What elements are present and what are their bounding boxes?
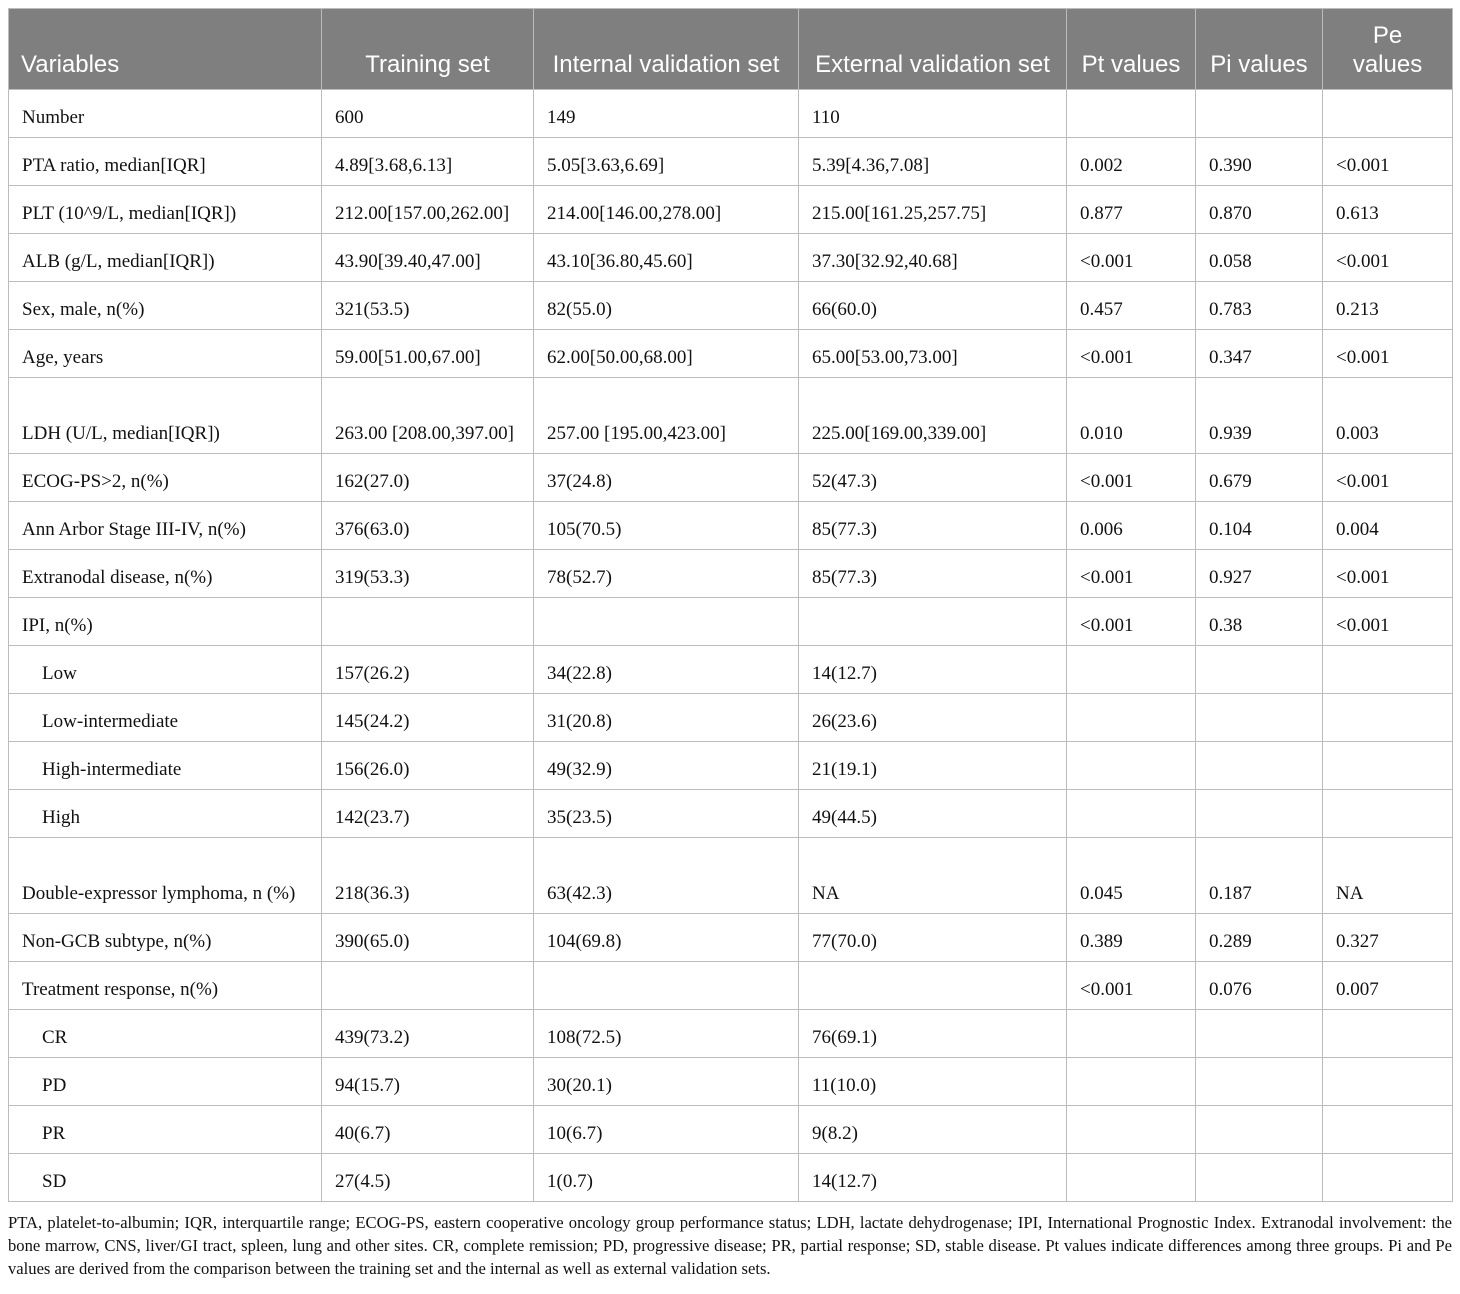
pe-value-cell: NA [1323, 838, 1453, 914]
pi-value-cell: 0.927 [1196, 550, 1323, 598]
training-set-cell: 142(23.7) [322, 790, 534, 838]
pi-value-cell [1196, 646, 1323, 694]
internal-validation-set-cell: 78(52.7) [534, 550, 799, 598]
training-set-cell: 40(6.7) [322, 1106, 534, 1154]
external-validation-set-cell: 14(12.7) [799, 646, 1067, 694]
internal-validation-set-cell: 62.00[50.00,68.00] [534, 330, 799, 378]
variable-cell: ALB (g/L, median[IQR]) [9, 234, 322, 282]
internal-validation-set-cell: 34(22.8) [534, 646, 799, 694]
header-external-validation-set: External validation set [799, 9, 1067, 90]
training-set-cell [322, 962, 534, 1010]
internal-validation-set-cell: 43.10[36.80,45.60] [534, 234, 799, 282]
training-set-cell: 94(15.7) [322, 1058, 534, 1106]
pi-value-cell: 0.104 [1196, 502, 1323, 550]
variable-cell: LDH (U/L, median[IQR]) [9, 378, 322, 454]
external-validation-set-cell: NA [799, 838, 1067, 914]
internal-validation-set-cell: 30(20.1) [534, 1058, 799, 1106]
training-set-cell: 145(24.2) [322, 694, 534, 742]
pt-value-cell [1067, 1058, 1196, 1106]
table-row [9, 646, 1453, 694]
pt-value-cell: <0.001 [1067, 234, 1196, 282]
pt-value-cell: 0.006 [1067, 502, 1196, 550]
internal-validation-set-cell [534, 962, 799, 1010]
training-set-cell: 156(26.0) [322, 742, 534, 790]
variable-cell: IPI, n(%) [9, 598, 322, 646]
pe-value-cell [1323, 1010, 1453, 1058]
internal-validation-set-cell: 49(32.9) [534, 742, 799, 790]
variable-cell: PR [9, 1106, 322, 1154]
external-validation-set-cell: 49(44.5) [799, 790, 1067, 838]
pi-value-cell [1196, 742, 1323, 790]
pe-value-cell: <0.001 [1323, 454, 1453, 502]
pi-value-cell: 0.058 [1196, 234, 1323, 282]
pt-value-cell: 0.457 [1067, 282, 1196, 330]
internal-validation-set-cell: 5.05[3.63,6.69] [534, 138, 799, 186]
pe-value-cell [1323, 1058, 1453, 1106]
pe-value-cell: <0.001 [1323, 138, 1453, 186]
pe-value-cell [1323, 742, 1453, 790]
external-validation-set-cell: 76(69.1) [799, 1010, 1067, 1058]
variable-cell: Non-GCB subtype, n(%) [9, 914, 322, 962]
variable-cell: Double-expressor lymphoma, n (%) [9, 838, 322, 914]
pe-value-cell: <0.001 [1323, 330, 1453, 378]
pt-value-cell [1067, 1106, 1196, 1154]
pt-value-cell: 0.877 [1067, 186, 1196, 234]
table-row [9, 454, 1453, 502]
external-validation-set-cell: 37.30[32.92,40.68] [799, 234, 1067, 282]
internal-validation-set-cell: 10(6.7) [534, 1106, 799, 1154]
table-footnote: PTA, platelet-to-albumin; IQR, interquartile range; ECOG-PS, eastern cooperative oncology group performance status; LDH, lactate dehydrogenase; IPI, International Prognostic Index. Extranodal involvement: the bone marrow, CNS, liver/GI tract, spleen, lung and other sites. CR, complete remission; PD, progressive disease; PR, partial response; SD, stable disease. Pt values indicate differences among three groups. Pi and Pe values are derived from the comparison between the training set and the internal as well as external validation sets. [8, 1213, 1452, 1278]
pt-value-cell: 0.010 [1067, 378, 1196, 454]
pt-value-cell: <0.001 [1067, 962, 1196, 1010]
internal-validation-set-cell: 63(42.3) [534, 838, 799, 914]
pi-value-cell: 0.679 [1196, 454, 1323, 502]
training-set-cell: 263.00 [208.00,397.00] [322, 378, 534, 454]
training-set-cell: 157(26.2) [322, 646, 534, 694]
pe-value-cell: <0.001 [1323, 234, 1453, 282]
pt-value-cell [1067, 1154, 1196, 1202]
pe-value-cell: 0.004 [1323, 502, 1453, 550]
table-row [9, 914, 1453, 962]
external-validation-set-cell: 14(12.7) [799, 1154, 1067, 1202]
pi-value-cell [1196, 790, 1323, 838]
pt-value-cell: 0.045 [1067, 838, 1196, 914]
external-validation-set-cell: 77(70.0) [799, 914, 1067, 962]
pt-value-cell: 0.002 [1067, 138, 1196, 186]
pe-value-cell [1323, 1106, 1453, 1154]
training-set-cell: 59.00[51.00,67.00] [322, 330, 534, 378]
pe-value-cell: 0.213 [1323, 282, 1453, 330]
pi-value-cell [1196, 1010, 1323, 1058]
variable-cell: PD [9, 1058, 322, 1106]
pi-value-cell: 0.870 [1196, 186, 1323, 234]
pe-value-cell [1323, 694, 1453, 742]
internal-validation-set-cell: 257.00 [195.00,423.00] [534, 378, 799, 454]
training-set-cell: 376(63.0) [322, 502, 534, 550]
variable-cell: Treatment response, n(%) [9, 962, 322, 1010]
training-set-cell: 43.90[39.40,47.00] [322, 234, 534, 282]
training-set-cell [322, 598, 534, 646]
header-pi-values: Pi values [1196, 9, 1323, 90]
training-set-cell: 4.89[3.68,6.13] [322, 138, 534, 186]
table-body [9, 90, 1453, 1202]
table-row [9, 742, 1453, 790]
variable-cell: High [9, 790, 322, 838]
pi-value-cell: 0.390 [1196, 138, 1323, 186]
pe-value-cell [1323, 90, 1453, 138]
table-container [8, 8, 1452, 1202]
pi-value-cell: 0.076 [1196, 962, 1323, 1010]
external-validation-set-cell: 65.00[53.00,73.00] [799, 330, 1067, 378]
variable-cell: CR [9, 1010, 322, 1058]
variable-cell: ECOG-PS>2, n(%) [9, 454, 322, 502]
table-row [9, 138, 1453, 186]
internal-validation-set-cell: 82(55.0) [534, 282, 799, 330]
variable-cell: Age, years [9, 330, 322, 378]
training-set-cell: 218(36.3) [322, 838, 534, 914]
pe-value-cell [1323, 1154, 1453, 1202]
external-validation-set-cell [799, 962, 1067, 1010]
training-set-cell: 600 [322, 90, 534, 138]
pt-value-cell [1067, 742, 1196, 790]
pe-value-cell: <0.001 [1323, 550, 1453, 598]
table-row [9, 502, 1453, 550]
external-validation-set-cell: 5.39[4.36,7.08] [799, 138, 1067, 186]
internal-validation-set-cell [534, 598, 799, 646]
table-row [9, 1106, 1453, 1154]
training-set-cell: 27(4.5) [322, 1154, 534, 1202]
table-row [9, 838, 1453, 914]
header-training-set: Training set [322, 9, 534, 90]
pe-value-cell: 0.613 [1323, 186, 1453, 234]
pe-value-cell: <0.001 [1323, 598, 1453, 646]
pi-value-cell: 0.783 [1196, 282, 1323, 330]
variable-cell: SD [9, 1154, 322, 1202]
pe-value-cell: 0.007 [1323, 962, 1453, 1010]
pi-value-cell: 0.187 [1196, 838, 1323, 914]
variable-cell: Low-intermediate [9, 694, 322, 742]
table-row [9, 1058, 1453, 1106]
pt-value-cell [1067, 694, 1196, 742]
pt-value-cell: <0.001 [1067, 550, 1196, 598]
pt-value-cell [1067, 646, 1196, 694]
external-validation-set-cell: 85(77.3) [799, 550, 1067, 598]
header-variables: Variables [9, 9, 322, 90]
pt-value-cell [1067, 1010, 1196, 1058]
variable-cell: Extranodal disease, n(%) [9, 550, 322, 598]
table-row [9, 90, 1453, 138]
pi-value-cell [1196, 1058, 1323, 1106]
header-internal-validation-set: Internal validation set [534, 9, 799, 90]
pt-value-cell: <0.001 [1067, 454, 1196, 502]
pt-value-cell [1067, 90, 1196, 138]
external-validation-set-cell: 225.00[169.00,339.00] [799, 378, 1067, 454]
training-set-cell: 162(27.0) [322, 454, 534, 502]
training-set-cell: 439(73.2) [322, 1010, 534, 1058]
internal-validation-set-cell: 104(69.8) [534, 914, 799, 962]
pi-value-cell [1196, 1154, 1323, 1202]
table-row [9, 330, 1453, 378]
internal-validation-set-cell: 149 [534, 90, 799, 138]
training-set-cell: 390(65.0) [322, 914, 534, 962]
pe-value-cell: 0.327 [1323, 914, 1453, 962]
pi-value-cell: 0.289 [1196, 914, 1323, 962]
external-validation-set-cell: 11(10.0) [799, 1058, 1067, 1106]
variable-cell: High-intermediate [9, 742, 322, 790]
pi-value-cell: 0.347 [1196, 330, 1323, 378]
variable-cell: PTA ratio, median[IQR] [9, 138, 322, 186]
table-row [9, 378, 1453, 454]
table-row [9, 598, 1453, 646]
pi-value-cell [1196, 90, 1323, 138]
table-row [9, 962, 1453, 1010]
internal-validation-set-cell: 108(72.5) [534, 1010, 799, 1058]
pi-value-cell: 0.939 [1196, 378, 1323, 454]
pt-value-cell: <0.001 [1067, 598, 1196, 646]
external-validation-set-cell: 66(60.0) [799, 282, 1067, 330]
variable-cell: Low [9, 646, 322, 694]
baseline-characteristics-table [8, 8, 1453, 1202]
external-validation-set-cell: 26(23.6) [799, 694, 1067, 742]
internal-validation-set-cell: 37(24.8) [534, 454, 799, 502]
table-row [9, 1154, 1453, 1202]
external-validation-set-cell: 9(8.2) [799, 1106, 1067, 1154]
variable-cell: Ann Arbor Stage III-IV, n(%) [9, 502, 322, 550]
header-row [9, 9, 1453, 90]
internal-validation-set-cell: 35(23.5) [534, 790, 799, 838]
variable-cell: PLT (10^9/L, median[IQR]) [9, 186, 322, 234]
header-pe-values: Pe values [1323, 9, 1453, 90]
external-validation-set-cell: 21(19.1) [799, 742, 1067, 790]
training-set-cell: 212.00[157.00,262.00] [322, 186, 534, 234]
external-validation-set-cell: 85(77.3) [799, 502, 1067, 550]
table-row [9, 790, 1453, 838]
pe-value-cell: 0.003 [1323, 378, 1453, 454]
internal-validation-set-cell: 105(70.5) [534, 502, 799, 550]
table-row [9, 1010, 1453, 1058]
table-row [9, 234, 1453, 282]
training-set-cell: 321(53.5) [322, 282, 534, 330]
external-validation-set-cell [799, 598, 1067, 646]
header-pt-values: Pt values [1067, 9, 1196, 90]
table-row [9, 550, 1453, 598]
variable-cell: Number [9, 90, 322, 138]
variable-cell: Sex, male, n(%) [9, 282, 322, 330]
external-validation-set-cell: 52(47.3) [799, 454, 1067, 502]
pe-value-cell [1323, 646, 1453, 694]
external-validation-set-cell: 215.00[161.25,257.75] [799, 186, 1067, 234]
pt-value-cell: 0.389 [1067, 914, 1196, 962]
pe-value-cell [1323, 790, 1453, 838]
internal-validation-set-cell: 1(0.7) [534, 1154, 799, 1202]
pt-value-cell: <0.001 [1067, 330, 1196, 378]
pi-value-cell [1196, 694, 1323, 742]
table-row [9, 186, 1453, 234]
external-validation-set-cell: 110 [799, 90, 1067, 138]
training-set-cell: 319(53.3) [322, 550, 534, 598]
pi-value-cell: 0.38 [1196, 598, 1323, 646]
internal-validation-set-cell: 31(20.8) [534, 694, 799, 742]
internal-validation-set-cell: 214.00[146.00,278.00] [534, 186, 799, 234]
pt-value-cell [1067, 790, 1196, 838]
table-row [9, 282, 1453, 330]
table-row [9, 694, 1453, 742]
pi-value-cell [1196, 1106, 1323, 1154]
